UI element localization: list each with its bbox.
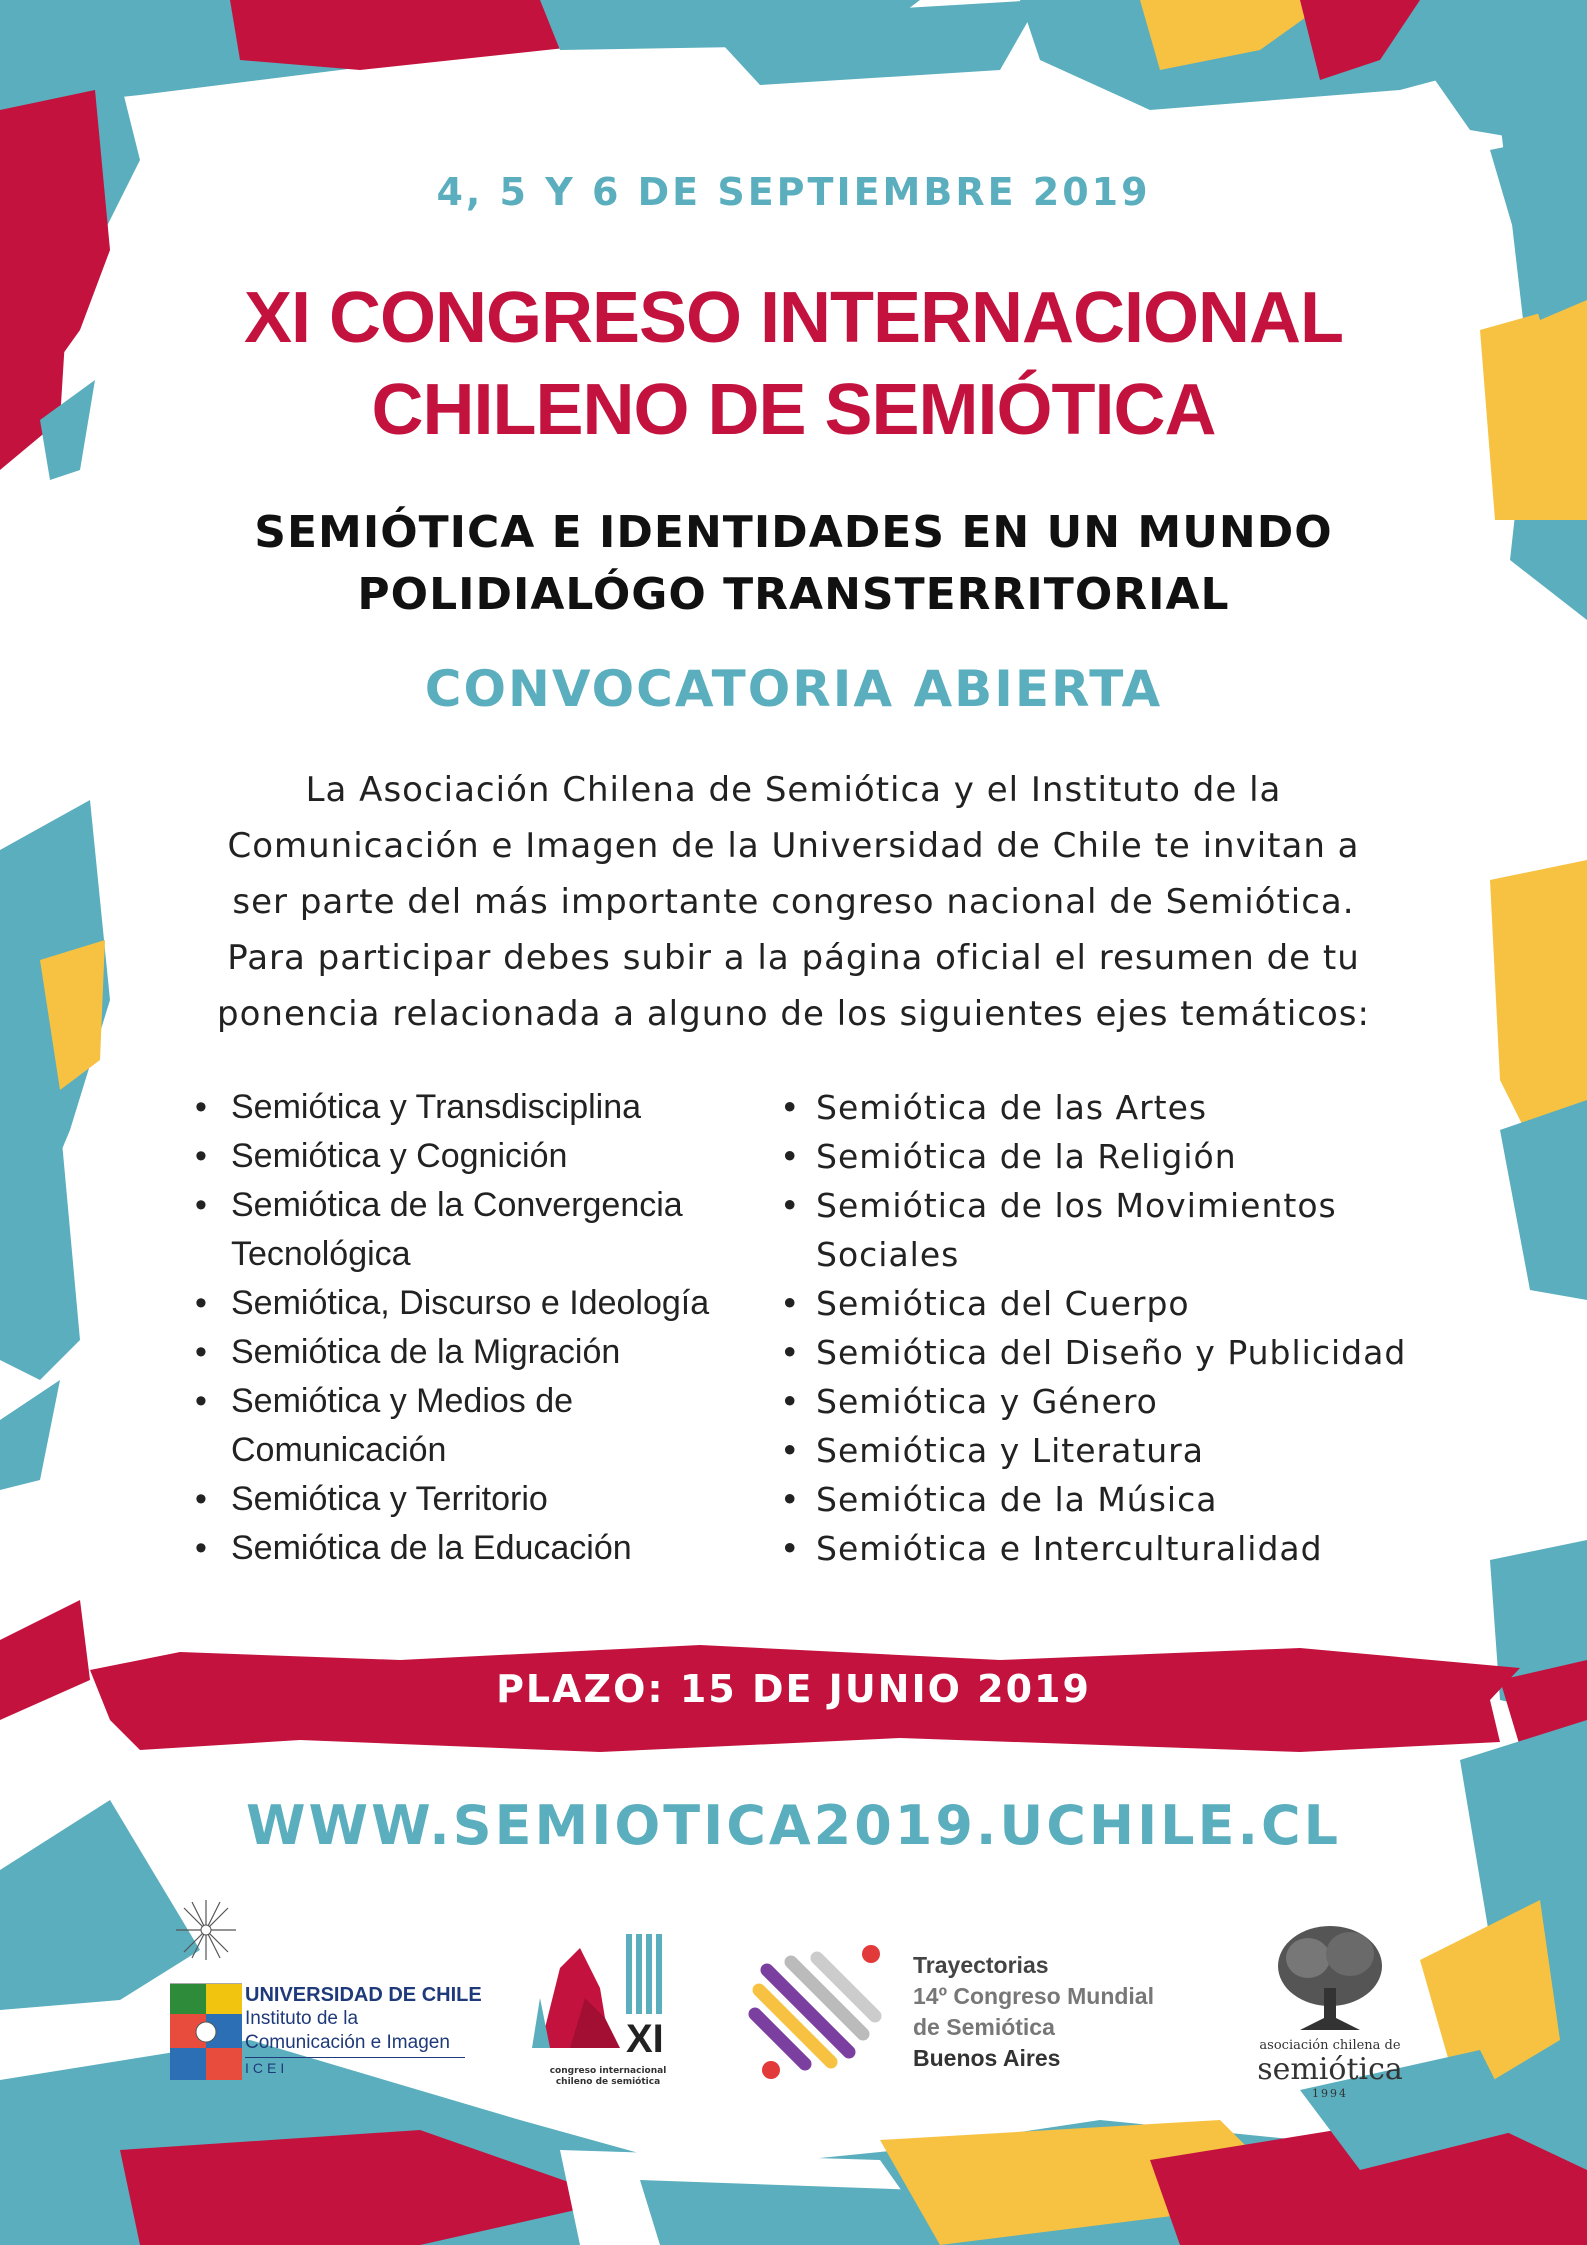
topics-list-left: [195, 1083, 755, 1573]
uchile-acronym: ICEI: [245, 2057, 465, 2076]
topic-item: • Semiótica de la Convergencia Tecnológica: [195, 1181, 755, 1279]
trayectorias-line-2: 14º Congreso Mundial: [913, 1983, 1154, 2009]
topic-item: • Semiótica de los Movimientos Sociales: [780, 1181, 1460, 1279]
event-theme: [0, 502, 1587, 626]
top-strokes: [0, 0, 1587, 150]
theme-line-2: POLIDIALÓGO TRANSTERRITORIAL: [357, 569, 1230, 620]
xi-caption-line-2: chileno de semiótica: [555, 2077, 661, 2087]
uchile-name: UNIVERSIDAD DE CHILE: [245, 1984, 482, 2006]
trayectorias-line-4: Buenos Aires: [913, 2045, 1061, 2071]
topic-item: • Semiótica de la Educación: [195, 1524, 755, 1573]
intro-paragraph: [0, 762, 1587, 1042]
acs-line-3: 1994: [1312, 2087, 1348, 2100]
acs-line-1: asociación chilena de: [1259, 2038, 1401, 2053]
acs-tree-icon: [1270, 1918, 1390, 2036]
topic-item: • Semiótica de la Música: [780, 1475, 1460, 1524]
topic-item: • Semiótica del Cuerpo: [780, 1279, 1460, 1328]
xi-numeral: XI: [626, 2017, 664, 2061]
xi-logo-caption: [533, 2066, 683, 2088]
topic-item: • Semiótica y Cognición: [195, 1132, 755, 1181]
website-link[interactable]: WWW.SEMIOTICA2019.UCHILE.CL: [245, 1794, 1342, 1857]
topic-item: • Semiótica y Transdisciplina: [195, 1083, 755, 1132]
intro-line: Comunicación e Imagen de la Universidad de Chile te invitan a: [227, 826, 1360, 866]
topic-item: • Semiótica e Interculturalidad: [780, 1524, 1460, 1573]
trayectorias-logo-text: [913, 1950, 1154, 2074]
acs-line-2: semiótica: [1257, 2052, 1403, 2087]
topic-item: • Semiótica, Discurso e Ideología: [195, 1279, 755, 1328]
deadline-text: PLAZO: 15 DE JUNIO 2019: [496, 1667, 1091, 1711]
intro-line: Para participar debes subir a la página oficial el resumen de tu: [227, 938, 1360, 978]
uchile-institute-1: Instituto de la: [245, 2008, 359, 2029]
trayectorias-line-1: Trayectorias: [913, 1952, 1049, 1978]
uchile-institute-2: Comunicación e Imagen: [245, 2032, 450, 2053]
call-for-papers: CONVOCATORIA ABIERTA: [424, 660, 1163, 718]
title-line-2: CHILENO DE SEMIÓTICA: [371, 370, 1216, 450]
title-line-1: XI CONGRESO INTERNACIONAL: [243, 278, 1344, 358]
theme-line-1: SEMIÓTICA E IDENTIDADES EN UN MUNDO: [254, 507, 1333, 558]
topic-item: • Semiótica y Medios de Comunicación: [195, 1377, 755, 1475]
topic-item: • Semiótica de la Religión: [780, 1132, 1460, 1181]
topic-item: • Semiótica y Territorio: [195, 1475, 755, 1524]
trayectorias-stripes-icon: [745, 1940, 905, 2080]
acs-logo-text: [1230, 2038, 1430, 2100]
intro-line: ser parte del más importante congreso nacional de Semiótica.: [232, 882, 1355, 922]
intro-line: ponencia relacionada a alguno de los siguientes ejes temáticos:: [217, 994, 1370, 1034]
topic-item: • Semiótica y Literatura: [780, 1426, 1460, 1475]
intro-line: La Asociación Chilena de Semiótica y el Instituto de la: [305, 770, 1282, 810]
topics-list-right: [780, 1083, 1460, 1573]
topic-item: • Semiótica de las Artes: [780, 1083, 1460, 1132]
topic-item: • Semiótica y Género: [780, 1377, 1460, 1426]
event-title: [0, 272, 1587, 456]
trayectorias-line-3: de Semiótica: [913, 2014, 1055, 2040]
xi-caption-line-1: congreso internacional: [549, 2066, 667, 2076]
topic-item: • Semiótica del Diseño y Publicidad: [780, 1328, 1460, 1377]
topic-item: • Semiótica de la Migración: [195, 1328, 755, 1377]
xi-congress-logo-icon: [530, 1928, 680, 2068]
uchile-emblem-icon: [170, 1900, 242, 2080]
uchile-logo-text: [245, 1984, 482, 2076]
event-dates: 4, 5 Y 6 DE SEPTIEMBRE 2019: [436, 170, 1151, 214]
